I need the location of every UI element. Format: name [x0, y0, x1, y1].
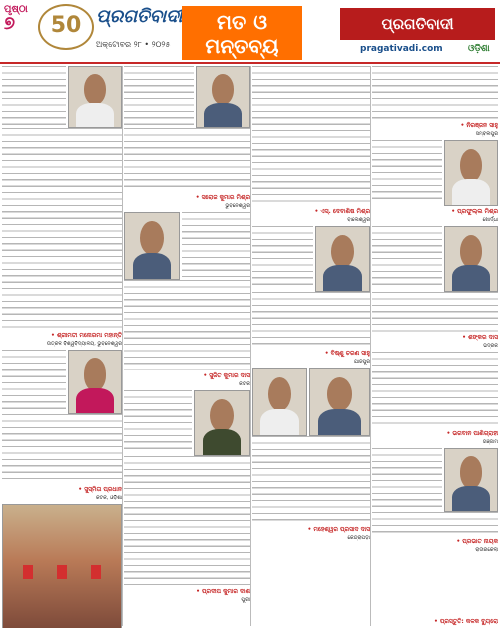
column-1 [2, 66, 122, 628]
author-byline: • ପ୍ରଭାତ ନାୟକ [456, 538, 498, 545]
author-location: ଗଞ୍ଜାମ [482, 439, 498, 445]
author-byline: • ସରୋଜ କୁମାର ମିଶ୍ର [195, 194, 250, 201]
section-title: ମତ ଓ ମନ୍ତବ୍ୟ [182, 6, 302, 60]
author-photo [124, 212, 180, 280]
article-text [2, 66, 66, 128]
author-byline: • ଶଙ୍କର ଦାସ [462, 334, 498, 341]
column-divider [250, 66, 251, 626]
header-divider [0, 62, 500, 64]
author-byline: • ଭଗବାନ ପାଣିଗ୍ରାହୀ [446, 430, 498, 437]
author-location: କଟକ [239, 381, 250, 387]
brand-logo: ପ୍ରଗତିବାଦୀ [340, 8, 495, 40]
opinion-article [252, 66, 370, 223]
article-text [182, 212, 250, 278]
article-text [372, 352, 498, 428]
article-text [124, 280, 250, 370]
page-number-value: ୭ [4, 13, 16, 34]
opinion-article [372, 226, 498, 349]
article-text [124, 456, 250, 586]
article-text [124, 128, 250, 192]
article-text [2, 350, 66, 412]
article-text [252, 226, 313, 290]
page-number [4, 4, 28, 33]
author-photo [315, 226, 370, 292]
author-byline: • ଏସ୍. ଦେବାଶିଷ ମିଶ୍ର [314, 208, 370, 215]
author-byline: • ପ୍ରଫୁଲ୍ଲ ମିଶ୍ର [451, 208, 498, 215]
article-text [372, 226, 442, 290]
author-location: ଉତ୍କଳ ବିଶ୍ୱବିଦ୍ୟାଳୟ, ଭୁବନେଶ୍ୱର [46, 341, 122, 347]
author-photo [252, 368, 307, 436]
article-text [2, 128, 122, 330]
opinion-article [124, 66, 250, 209]
author-location: ସମ୍ବଲପୁର [475, 131, 498, 137]
author-byline: • ମହେଶ୍ୱର ପ୍ରସାଦ ଦାସ [307, 526, 370, 533]
opinion-article [2, 350, 122, 501]
author-location: ଯାଜପୁର [353, 359, 370, 365]
region-tag: ଓଡ଼ିଶା [468, 44, 490, 54]
author-photo [68, 66, 122, 128]
author-photo [444, 226, 498, 292]
column-4 [372, 66, 498, 628]
anniversary-logo: 50 [38, 4, 94, 50]
article-text [372, 66, 498, 120]
article-text [372, 292, 498, 332]
article-text [124, 390, 192, 454]
opinion-article [252, 368, 370, 541]
column-divider [370, 66, 371, 626]
masthead: ପ୍ରଗତିବାଦୀ [96, 6, 183, 27]
opinion-article [372, 448, 498, 553]
article-text [2, 414, 122, 484]
author-byline: • ସୁଜିତ କୁମାର ଦାସ [203, 372, 250, 379]
opinion-article [124, 212, 250, 387]
opinion-article [372, 352, 498, 445]
author-photo [196, 66, 250, 128]
author-photo [444, 448, 498, 512]
author-photo [309, 368, 370, 436]
opinion-article [252, 226, 370, 365]
author-location: ଭଦ୍ରକ [483, 343, 498, 349]
page-label: ପୃଷ୍ଠା [4, 4, 28, 15]
author-photo [444, 140, 498, 206]
author-location: ବାଲେଶ୍ୱର [347, 217, 370, 223]
opinion-article [2, 66, 122, 347]
author-byline: • ନିରଞ୍ଜନ ସାହୁ [460, 122, 498, 129]
column-2 [124, 66, 250, 628]
author-location: ପୁରୀ [241, 597, 250, 603]
author-byline: • ପ୍ରଦୀପ କୁମାର ଦାଶ [196, 588, 250, 595]
author-byline: • ସୁସ୍ମିତା ପ୍ରଧାନ [78, 486, 122, 493]
article-text [252, 66, 370, 206]
column-divider [122, 66, 123, 626]
article-text [124, 66, 194, 128]
article-text [252, 436, 370, 524]
author-byline: • ବିଷ୍ଣୁ ଚରଣ ସାହୁ [324, 350, 370, 357]
page-header [0, 0, 500, 62]
article-text [372, 140, 442, 204]
author-photo [68, 350, 122, 414]
article-text [372, 512, 498, 536]
author-location: ରାଉରକେଲା [475, 547, 498, 553]
page-credit: • ପ୍ରସ୍ତୁତି: କଳକ ବ୍ୟୁରୋ [433, 618, 498, 625]
opinion-article [372, 140, 498, 223]
article-text [252, 292, 370, 348]
article-text [372, 448, 442, 510]
column-3 [252, 66, 370, 628]
author-location: କଟକ, ଓଡ଼ିଶା [95, 495, 122, 501]
site-url[interactable]: pragativadi.com [360, 44, 443, 54]
issue-date: ଅକ୍ଟୋବର ୨୮ • ୨୦୨୫ [96, 40, 171, 49]
opinion-article [372, 66, 498, 137]
author-location: ଭୁବନେଶ୍ୱର [225, 203, 250, 209]
author-byline: • ଶ୍ରୀମତୀ ମନୋରମା ମହାନ୍ତି [51, 332, 122, 339]
opinion-article [124, 390, 250, 603]
author-location: ଖୋର୍ଦ୍ଧା [482, 217, 498, 223]
author-photo [194, 390, 250, 456]
rally-photo [2, 504, 122, 628]
author-location: କେନ୍ଦ୍ରାପଡ଼ା [347, 535, 370, 541]
